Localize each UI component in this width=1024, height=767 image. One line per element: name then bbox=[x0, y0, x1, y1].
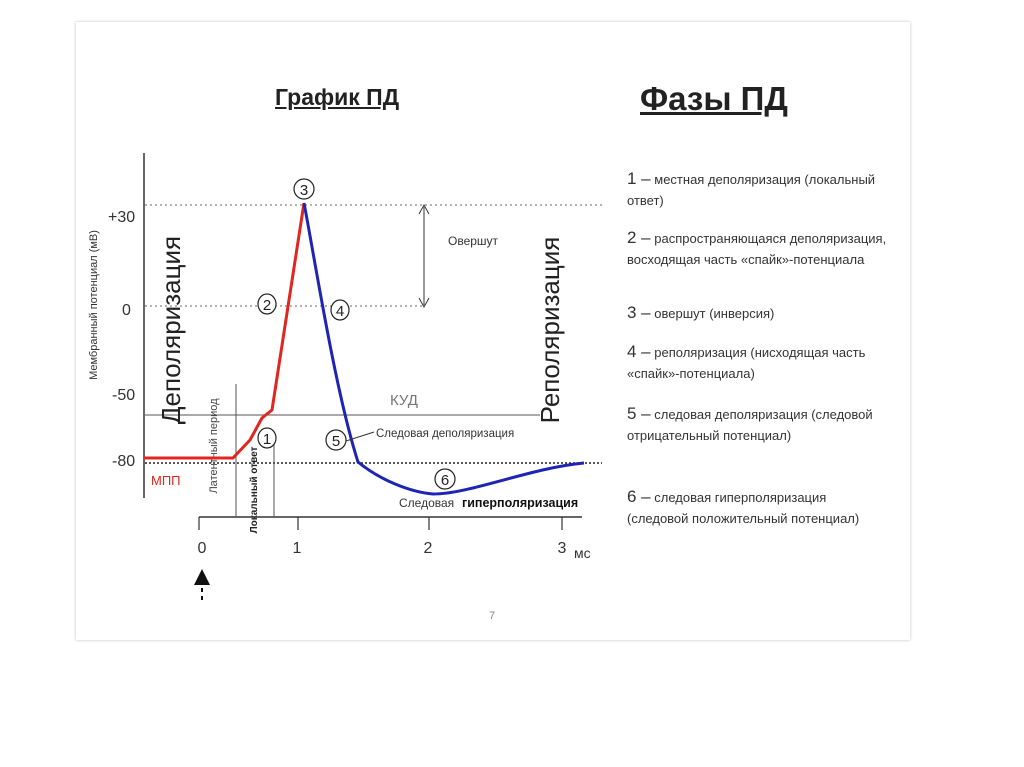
depolarization-label: Деполяризация bbox=[156, 235, 186, 425]
kud-label: КУД bbox=[390, 392, 418, 409]
trace-depolarization-label: Следовая деполяризация bbox=[376, 428, 515, 440]
y-tick-80: -80 bbox=[112, 453, 136, 470]
latent-period-label: Латентный период bbox=[208, 398, 220, 494]
y-tick-0: 0 bbox=[122, 302, 131, 319]
phases-title: Фазы ПД bbox=[640, 80, 788, 117]
phase-item-2: 2 – распространяющаяся деполяризация, восходящая часть «спайк»-потенциала bbox=[627, 228, 887, 267]
mpp-label: МПП bbox=[151, 473, 181, 488]
x-tick-1: 1 bbox=[292, 540, 302, 557]
x-tick-3: 3 bbox=[557, 540, 567, 557]
svg-text:2: 2 bbox=[262, 297, 272, 314]
x-tick-2: 2 bbox=[423, 540, 433, 557]
x-tick-0: 0 bbox=[197, 540, 207, 557]
overshoot-label: Овершут bbox=[448, 234, 499, 248]
marker-6 bbox=[435, 469, 455, 489]
stimulus-arrow-icon bbox=[194, 569, 210, 600]
graph-title: График ПД bbox=[275, 84, 400, 110]
marker-4 bbox=[331, 300, 349, 320]
phase-item-1: 1 – местная деполяризация (локальный ответ) bbox=[627, 169, 876, 208]
trace-hyper-bold: гиперполяризация bbox=[462, 496, 579, 510]
local-response-label: Локальный ответ bbox=[249, 446, 260, 534]
svg-text:3: 3 bbox=[299, 182, 309, 199]
rising-phase-curve bbox=[233, 203, 304, 458]
marker-1 bbox=[258, 428, 276, 448]
marker-5 bbox=[326, 430, 346, 450]
slide-number: 7 bbox=[489, 610, 496, 622]
svg-text:5: 5 bbox=[331, 433, 341, 450]
trace-hyper-prefix: Следовая bbox=[399, 496, 455, 510]
marker-3 bbox=[294, 179, 314, 199]
phase-item-5: 5 – следовая деполяризация (следовой отрицательный потенциал) bbox=[627, 404, 873, 443]
y-tick-30: +30 bbox=[108, 209, 136, 226]
phase-item-6: 6 – следовая гиперполяризация (следовой положительный потенциал) bbox=[627, 487, 860, 526]
marker-2 bbox=[258, 294, 276, 314]
y-tick-50: -50 bbox=[112, 387, 136, 404]
svg-text:6: 6 bbox=[440, 472, 450, 489]
phase-item-3: 3 – овершут (инверсия) bbox=[627, 303, 775, 322]
x-unit: мс bbox=[574, 545, 591, 561]
svg-text:1: 1 bbox=[262, 431, 272, 448]
phase-item-4: 4 – реполяризация (нисходящая часть «спайк»-потенциала) bbox=[627, 342, 866, 381]
svg-text:4: 4 bbox=[335, 303, 345, 320]
y-axis-label: Мембранный потенциал (мВ) bbox=[88, 230, 100, 380]
repolarization-label: Реполяризация bbox=[535, 236, 565, 424]
